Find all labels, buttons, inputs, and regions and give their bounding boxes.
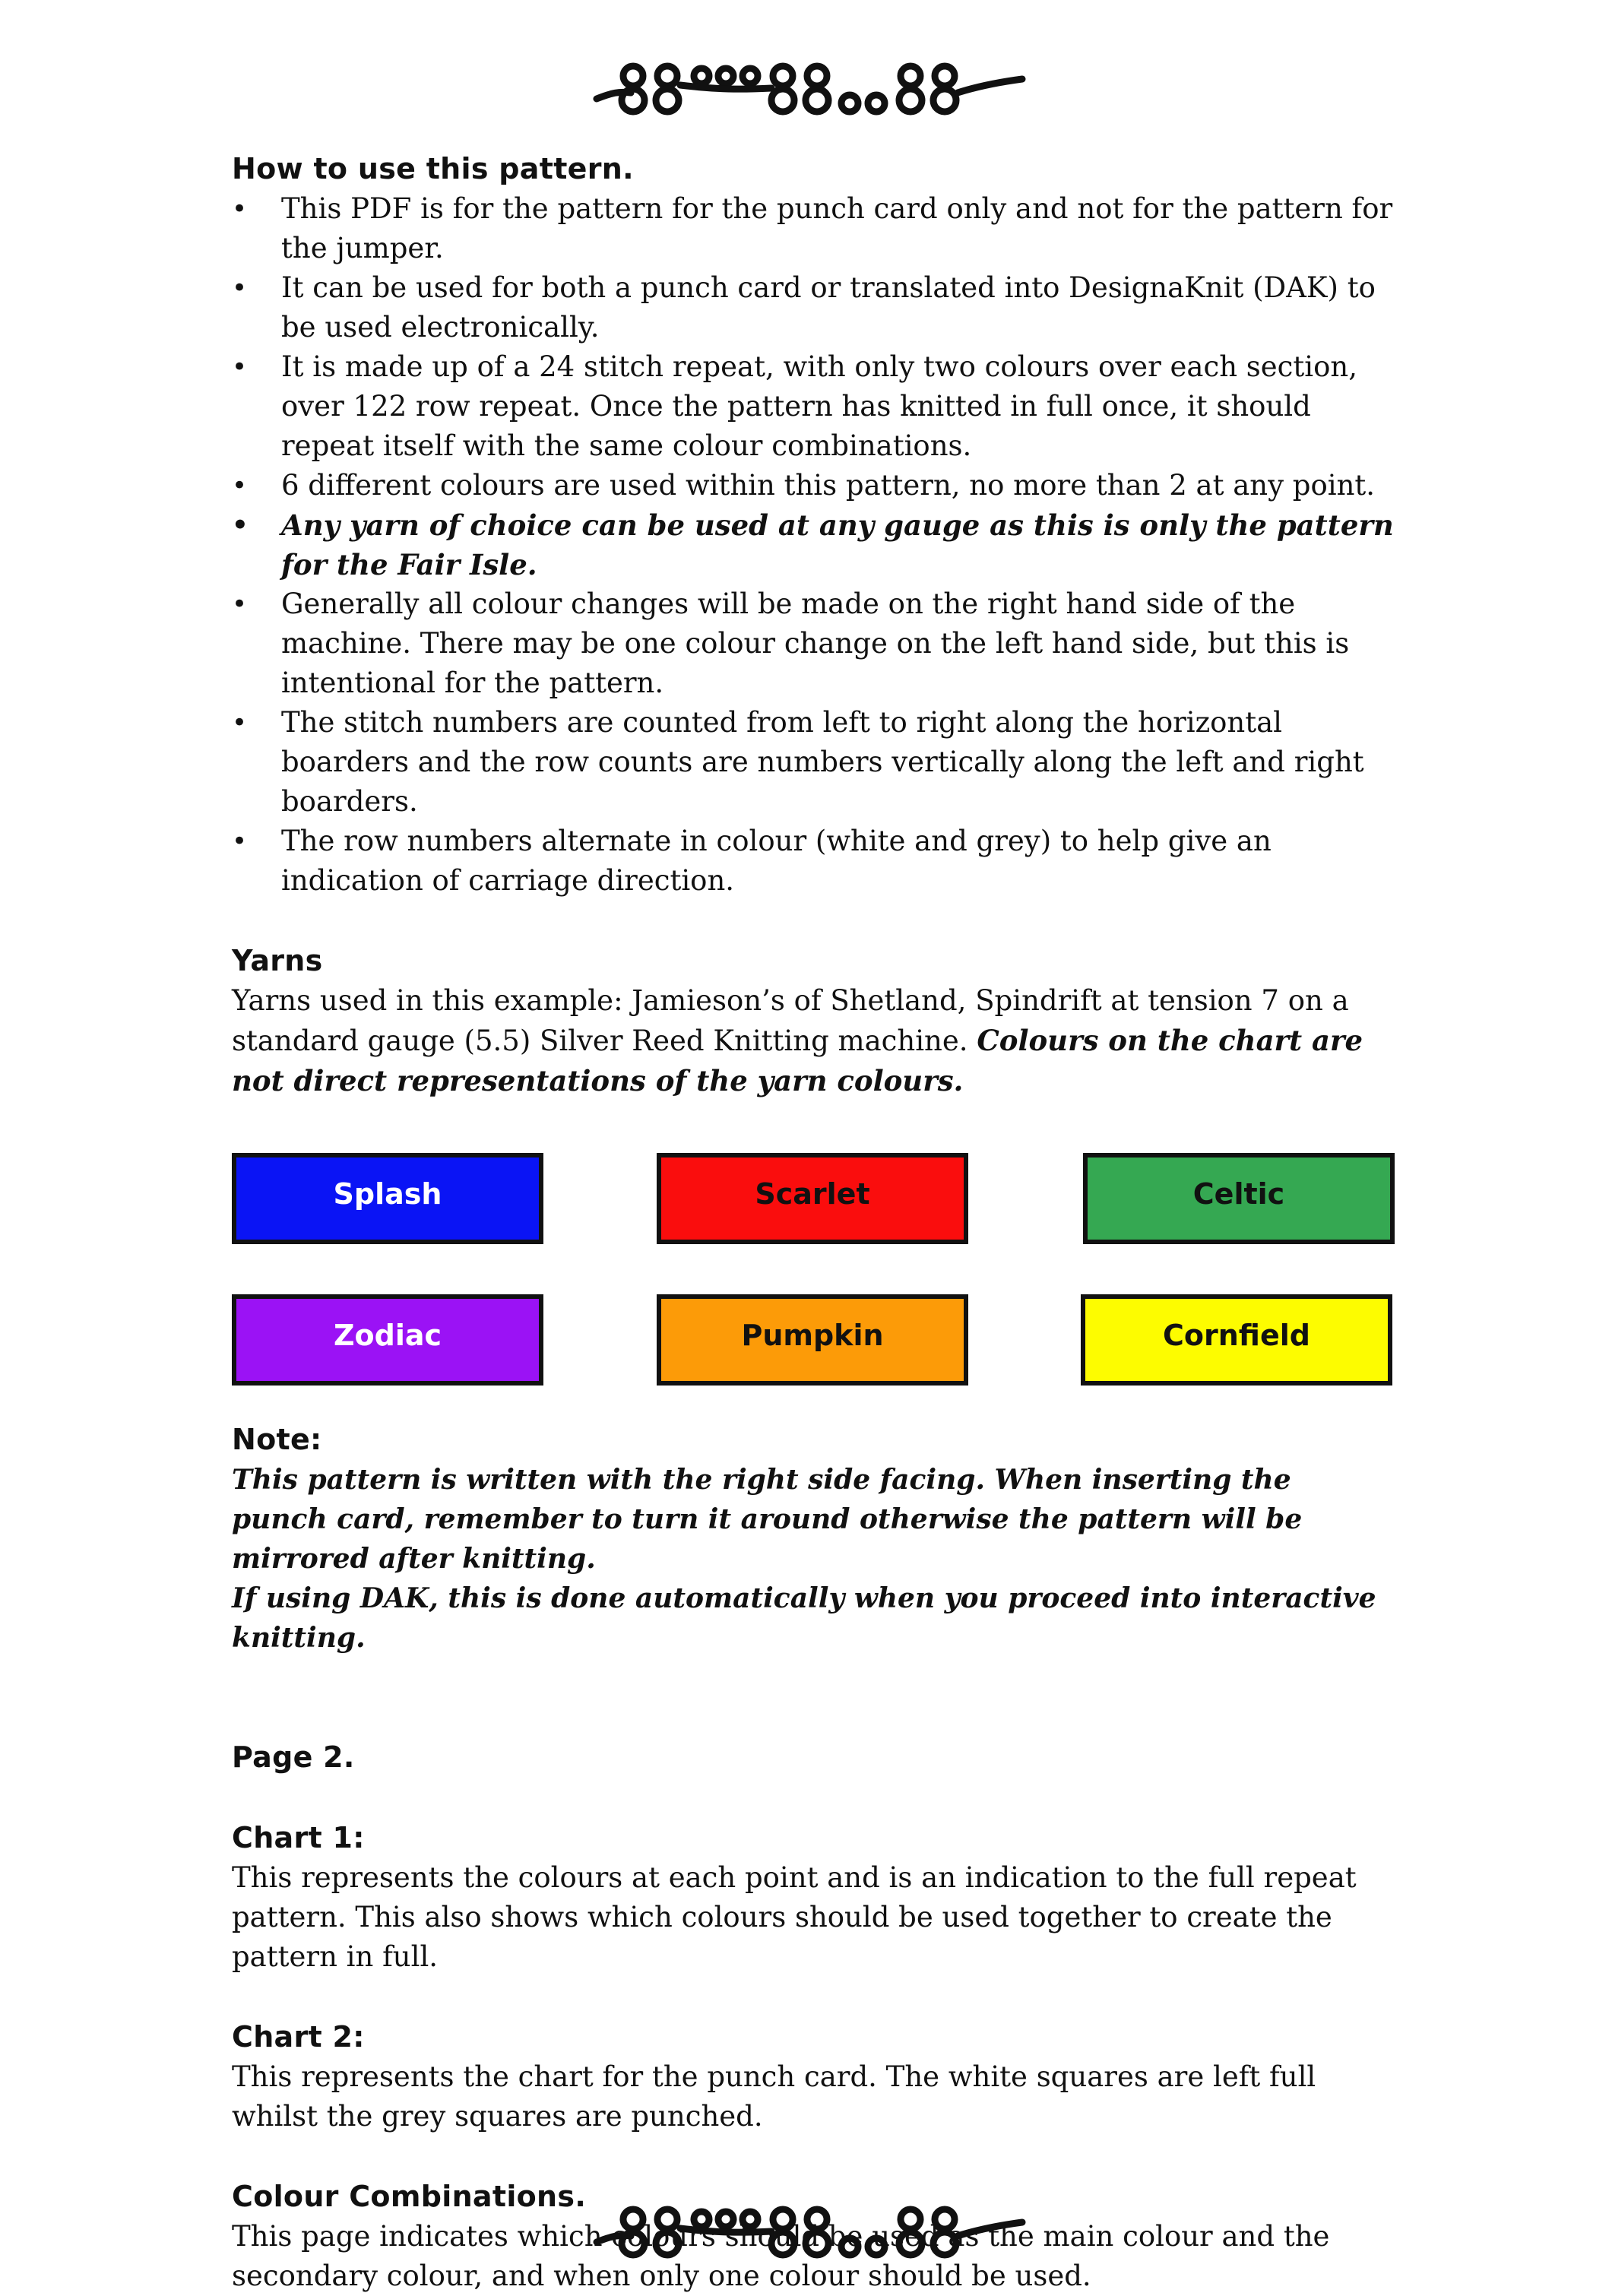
instructions-section <box>232 148 1395 901</box>
instructions-heading: How to use this pattern. <box>232 152 634 185</box>
list-item: • This PDF is for the pattern for the punch card only and not for the pattern for the jumper. <box>232 189 1395 268</box>
loop-ornament-icon <box>589 2189 1030 2272</box>
yarns-section <box>232 940 1395 1101</box>
combinations-heading: Colour Combinations. <box>232 2180 587 2213</box>
swatch-celtic <box>1083 1153 1395 1244</box>
top-loop-ornament <box>589 46 1030 129</box>
yarns-text <box>232 981 1395 1101</box>
swatch-cornfield <box>1081 1294 1392 1386</box>
note-line: This pattern is written with the right side facing. When inserting the punch card, remember to turn it around otherwise the pattern will be mirrored after knitting. <box>232 1464 1303 1575</box>
swatch-zodiac <box>232 1294 543 1386</box>
swatch-splash <box>232 1153 543 1244</box>
swatch-label: Zodiac <box>333 1319 442 1352</box>
bottom-loop-ornament <box>589 2189 1030 2272</box>
swatch-label: Splash <box>333 1177 442 1211</box>
colour-swatches <box>232 1153 1395 1404</box>
swatch-label: Pumpkin <box>741 1319 884 1352</box>
loop-ornament-icon <box>589 46 1030 129</box>
list-item: • The stitch numbers are counted from left to right along the horizontal boarders and the row counts are numbers vertically along the left and right boarders. <box>232 703 1395 822</box>
instructions-list <box>232 189 1395 901</box>
note-heading: Note: <box>232 1423 322 1456</box>
swatch-label: Cornfield <box>1163 1319 1310 1352</box>
yarns-emphasis: Colours on the chart are not direct representations of the yarn colours. <box>232 1024 1363 1097</box>
chart1-heading: Chart 1: <box>232 1821 365 1854</box>
yarns-description: Yarns used in this example: Jamieson’s of Shetland, Spindrift at tension 7 on a standard gauge (5.5) Silver Reed Knitting machine. <box>232 984 1349 1057</box>
chart1-text: This represents the colours at each point and is an indication to the full repeat pattern. This also shows which colours should be used together to create the pattern in full. <box>232 1861 1357 1973</box>
note-text <box>232 1460 1395 1658</box>
list-item: • 6 different colours are used within this pattern, no more than 2 at any point. <box>232 466 1395 505</box>
note-line: If using DAK, this is done automatically when you proceed into interactive knitting. <box>232 1582 1376 1654</box>
page-content <box>232 148 1395 2296</box>
list-item: • The row numbers alternate in colour (white and grey) to help give an indication of carriage direction. <box>232 822 1395 901</box>
page2-heading: Page 2. <box>232 1740 355 1774</box>
combinations-text: This page indicates which colours should be used as the main colour and the secondary colour, and when only one colour should be used. <box>232 2220 1330 2292</box>
swatch-label: Celtic <box>1192 1177 1285 1211</box>
list-item: • It is made up of a 24 stitch repeat, with only two colours over each section, over 122 row repeat. Once the pattern has knitted in full once, it should repeat itself with the same colour combinations. <box>232 347 1395 466</box>
swatch-pumpkin <box>657 1294 968 1386</box>
chart2-heading: Chart 2: <box>232 2020 365 2054</box>
note-section <box>232 1419 1395 1658</box>
list-item: • It can be used for both a punch card or translated into DesignaKnit (DAK) to be used electronically. <box>232 268 1395 347</box>
swatch-label: Scarlet <box>755 1177 870 1211</box>
chart2-text: This represents the chart for the punch card. The white squares are left full whilst the grey squares are punched. <box>232 2060 1316 2133</box>
list-item: • Any yarn of choice can be used at any gauge as this is only the pattern for the Fair Isle. <box>232 505 1395 584</box>
list-item: • Generally all colour changes will be made on the right hand side of the machine. There may be one colour change on the left hand side, but this is intentional for the pattern. <box>232 584 1395 703</box>
yarns-heading: Yarns <box>232 944 323 977</box>
swatch-scarlet <box>657 1153 968 1244</box>
